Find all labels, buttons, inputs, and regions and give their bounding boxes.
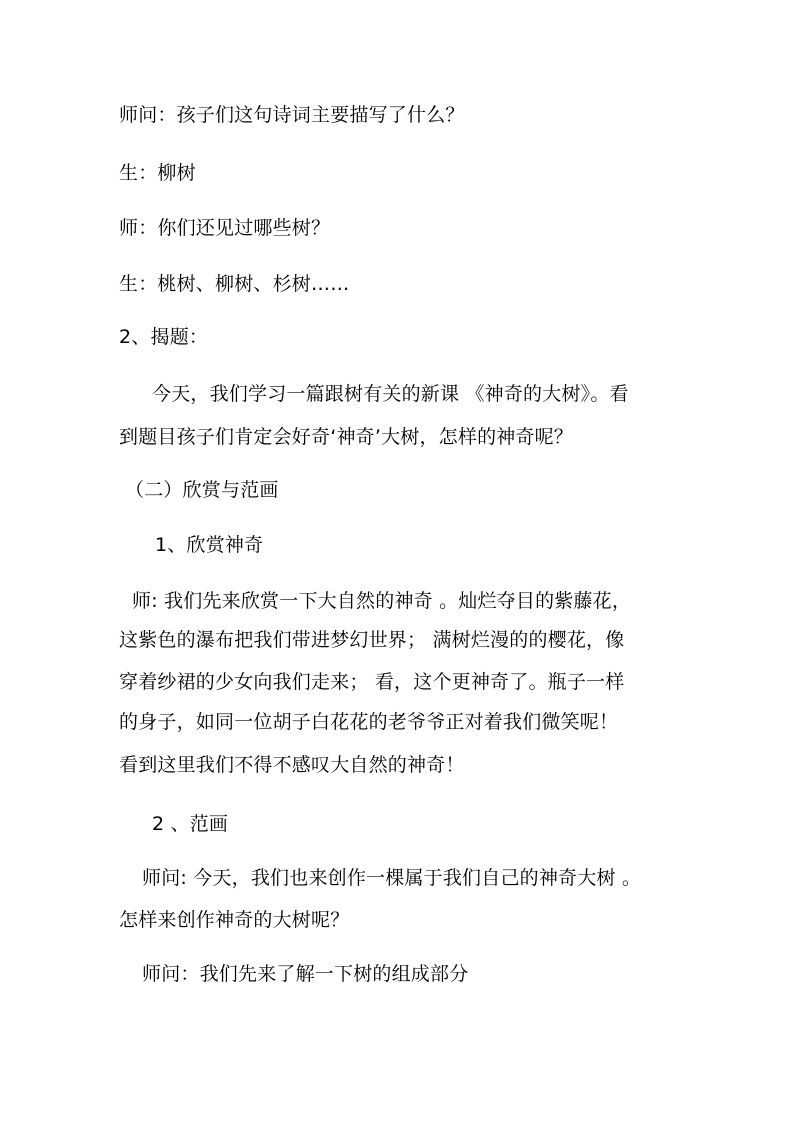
text-line: 师问：我们先来了解一下树的组成部分 — [142, 963, 469, 985]
text-line: 生：桃树、柳树、杉树…… — [119, 273, 350, 295]
text-line: 穿着纱裙的少女向我们走来； 看，这个更神奇了。瓶子一样 — [119, 671, 625, 693]
subsection-heading: 2 、范画 — [152, 813, 229, 835]
text-line: 师：你们还见过哪些树？ — [119, 217, 331, 239]
section-heading: （二）欣赏与范画 — [125, 479, 279, 501]
text-line: 到题目孩子们肯定会好奇‘神奇’大树，怎样的神奇呢？ — [119, 426, 574, 448]
subsection-heading: 1、欣赏神奇 — [155, 534, 264, 556]
section-heading: 2、揭题： — [119, 326, 209, 348]
text-line: 的身子，如同一位胡子白花花的老爷爷正对着我们微笑呢！ — [119, 711, 619, 733]
text-line: 怎样来创作神奇的大树呢？ — [119, 909, 350, 931]
text-line: 看到这里我们不得不感叹大自然的神奇！ — [119, 754, 465, 776]
text-line: 这紫色的瀑布把我们带进梦幻世界； 满树烂漫的的樱花，像 — [119, 629, 625, 651]
text-line: 师问：孩子们这句诗词主要描写了什么？ — [119, 104, 465, 126]
text-line: 师问: 今天，我们也来创作一棵属于我们自己的神奇大树 。 — [142, 867, 642, 889]
text-line: 今天，我们学习一篇跟树有关的新课 《神奇的大树》。看 — [152, 383, 629, 405]
text-line: 生：柳树 — [119, 162, 196, 184]
text-line: 师: 我们先来欣赏一下大自然的神奇 。灿烂夺目的紫藤花， — [132, 590, 632, 612]
